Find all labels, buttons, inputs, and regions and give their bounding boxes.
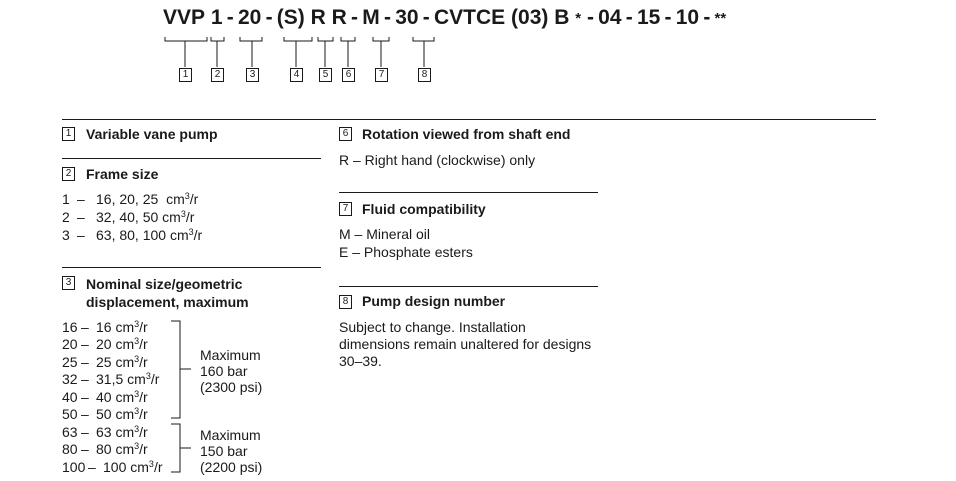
code-part: 10: [675, 6, 700, 29]
group-label-2: 150 bar: [200, 443, 248, 459]
section-title: Variable vane pump: [86, 126, 218, 142]
section-text: R – Right hand (clockwise) only: [339, 152, 536, 168]
group-label-1: 160 bar: [200, 363, 248, 379]
code-part: -: [226, 6, 234, 29]
section-text: E – Phosphate esters: [339, 244, 473, 260]
code-part: VVP: [163, 6, 206, 29]
list-item: 3 – 63, 80, 100 $cm^3/r$: [62, 227, 203, 243]
marker-7: 7: [375, 68, 388, 82]
group-label-1: Maximum: [200, 347, 261, 363]
code-part: M: [362, 6, 380, 29]
code-part: 15: [636, 6, 661, 29]
section-number: 6: [339, 127, 352, 141]
marker-1: 1: [179, 68, 192, 82]
list-item: 25 – 25 $cm^3/r$: [62, 354, 148, 370]
list-item: 50 – 50 $cm^3/r$: [62, 406, 148, 422]
code-part: 04: [598, 6, 622, 29]
section-number: 3: [62, 276, 75, 290]
code-part: -: [351, 6, 359, 29]
section-number: 8: [339, 295, 352, 309]
list-item: 20 – 20 $cm^3/r$: [62, 336, 148, 352]
list-item: 1 – 16, 20, 25 $cm^3/r$: [62, 191, 199, 207]
section-number: 7: [339, 202, 352, 216]
group-label-2: Maximum: [200, 427, 261, 443]
section-text: 30–39.: [339, 353, 382, 369]
code-part: R: [331, 6, 347, 29]
section-title: Nominal size/geometric: [86, 276, 243, 292]
section-title: Pump design number: [362, 293, 506, 309]
section-title: displacement, maximum: [86, 294, 249, 310]
section-text: Subject to change. Installation: [339, 319, 526, 335]
code-part: -: [625, 6, 633, 29]
group-bracket-150bar: [171, 424, 180, 472]
marker-8: 8: [418, 68, 431, 82]
code-part: *: [575, 10, 582, 27]
marker-6: 6: [342, 68, 355, 82]
marker-4: 4: [290, 68, 303, 82]
list-item: 80 – 80 $cm^3/r$: [62, 441, 148, 457]
marker-3: 3: [246, 68, 259, 82]
section-title: Rotation viewed from shaft end: [362, 126, 571, 142]
code-part: CVTCE: [434, 6, 506, 29]
group-label-2: (2200 psi): [200, 459, 263, 475]
code-part: 20: [238, 6, 262, 29]
code-part: -: [383, 6, 391, 29]
code-part: -: [703, 6, 711, 29]
code-part: (S): [276, 6, 305, 29]
code-part: B: [554, 6, 570, 29]
group-bracket-160bar: [171, 321, 180, 418]
code-part: 30: [395, 6, 419, 29]
list-item: 100 – 100 $cm^3/r$: [62, 459, 163, 475]
section-number: 1: [62, 127, 75, 141]
code-part: -: [586, 6, 594, 29]
code-part: R: [310, 6, 326, 29]
list-item: 63 – 63 $cm^3/r$: [62, 424, 148, 440]
list-item: 16 – 16 $cm^3/r$: [62, 319, 148, 335]
code-part: **: [714, 10, 727, 27]
code-part: -: [265, 6, 273, 29]
section-title: Fluid compatibility: [362, 201, 486, 217]
code-part: (03): [511, 6, 549, 29]
section-text: M – Mineral oil: [339, 226, 431, 242]
code-part: 1: [210, 6, 223, 29]
list-item: 2 – 32, 40, 50 $cm^3/r$: [62, 209, 195, 225]
code-part: -: [422, 6, 430, 29]
code-part: -: [664, 6, 672, 29]
list-item: 40 – 40 $cm^3/r$: [62, 389, 148, 405]
section-text: dimensions remain unaltered for designs: [339, 336, 592, 352]
section-title: Frame size: [86, 166, 159, 182]
marker-5: 5: [319, 68, 332, 82]
list-item: 32 – 31,5 $cm^3/r$: [62, 371, 160, 387]
marker-2: 2: [211, 68, 224, 82]
group-label-1: (2300 psi): [200, 379, 263, 395]
section-number: 2: [62, 167, 75, 181]
